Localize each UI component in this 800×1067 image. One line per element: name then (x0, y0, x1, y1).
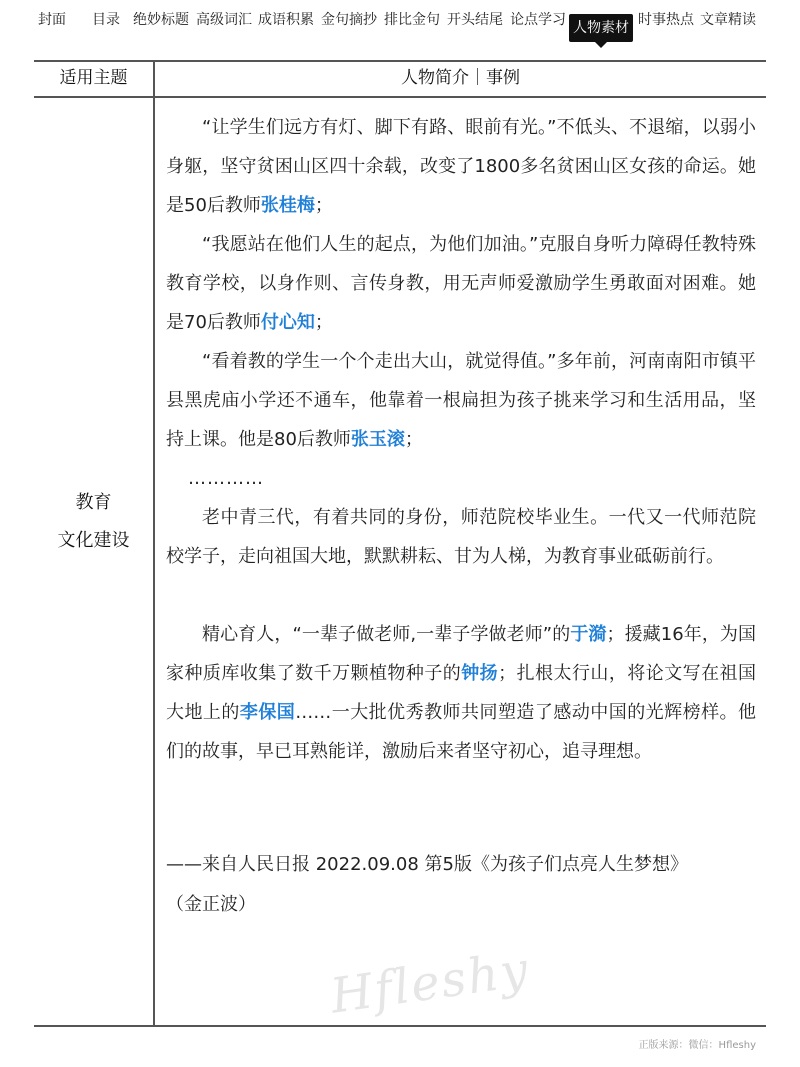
teacher-name-highlight: 钟扬 (461, 663, 499, 684)
nav-item-open-close[interactable]: 开头结尾 (447, 12, 503, 28)
table-header-border (34, 96, 766, 98)
teacher-name-highlight: 张桂梅 (260, 195, 315, 216)
nav-item-vocabulary[interactable]: 高级词汇 (196, 12, 252, 28)
teacher-name-highlight: 付心知 (260, 312, 315, 333)
nav-item-toc[interactable]: 目录 (92, 12, 120, 28)
paragraph-text: ；扎根太行山，将论文写在祖国大地上的 (166, 663, 757, 723)
paragraph-fu-xinzhi (166, 225, 756, 342)
watermark-logo: Hfleshy (327, 941, 533, 1025)
table-column-divider (153, 60, 155, 1027)
paragraph-text: “让学生们远方有灯、脚下有路、眼前有光。”不低头、不退缩，以弱小身躯，坚守贫困山区四十余载，改变了1800多名贫困山区女孩的命运。她是50后教师 (166, 117, 756, 216)
table-bottom-border (34, 1025, 766, 1027)
footer-source-note: 正版来源：微信：Hfleshy (638, 1040, 756, 1051)
nav-item-idioms[interactable]: 成语积累 (258, 12, 314, 28)
nav-item-titles[interactable]: 绝妙标题 (133, 12, 189, 28)
nav-item-current-events[interactable]: 时事热点 (638, 12, 694, 28)
paragraph-text: 精心育人，“一辈子做老师,一辈子学做老师”的 (202, 624, 571, 645)
paragraph-end: ； (314, 312, 333, 333)
paragraph-text: “看着教的学生一个个走出大山，就觉得值。”多年前，河南南阳市镇平县黑虎庙小学还不通车，他靠着一根扁担为孩子挑来学习和生活用品，坚持上课。他是80后教师 (166, 351, 756, 450)
author-line: （金正波） (166, 894, 256, 915)
source-citation (166, 845, 766, 925)
paragraph-end: ； (314, 195, 333, 216)
topic-line-culture: 文化建设 (57, 530, 130, 551)
top-nav (0, 0, 800, 52)
paragraph-end: ； (404, 429, 423, 450)
nav-item-article-reading[interactable]: 文章精读 (700, 12, 756, 28)
paragraph-gap (166, 576, 756, 615)
paragraph-text: ；援藏16年，为国家种质库收集了数千万颗植物种子的 (166, 624, 757, 684)
paragraph-zhang-yugun (166, 342, 756, 459)
column-header-profile: 人物简介｜事例 (401, 68, 520, 88)
paragraph-text: “我愿站在他们人生的起点，为他们加油。”克服自身听力障碍任教特殊教育学校，以身作则、言传身教，用无声师爱激励学生勇敢面对困难。她是70后教师 (166, 234, 756, 333)
column-header-topic: 适用主题 (59, 68, 128, 88)
teacher-name-highlight: 于漪 (570, 624, 607, 645)
nav-item-parallelism[interactable]: 排比金句 (384, 12, 440, 28)
teacher-name-highlight: 张玉滚 (350, 429, 405, 450)
source-line: ——来自人民日报 2022.09.08 第5版《为孩子们点亮人生梦想》 (166, 854, 688, 875)
paragraph-three-generations: 老中青三代，有着共同的身份，师范院校毕业生。一代又一代师范院校学子，走向祖国大地，默默耕耘、甘为人梯，为教育事业砥砺前行。 (166, 507, 756, 567)
paragraph-zhang-guimei (166, 108, 756, 225)
profile-content (166, 108, 756, 771)
topic-line-education: 教育 (75, 492, 112, 513)
teacher-name-highlight: 李保国 (239, 702, 296, 723)
nav-item-people-material[interactable]: 人物素材 (569, 14, 633, 42)
nav-item-arguments[interactable]: 论点学习 (510, 12, 566, 28)
nav-item-quotes[interactable]: 金句摘抄 (321, 12, 377, 28)
paragraph-text: ……一大批优秀教师共同塑造了感动中国的光辉榜样。他们的故事，早已耳熟能详，激励后来者坚守初心，追寻理想。 (166, 702, 757, 762)
ellipsis-line: ………… (188, 468, 264, 489)
paragraph-model-teachers (166, 615, 756, 771)
nav-item-cover[interactable]: 封面 (38, 12, 66, 28)
